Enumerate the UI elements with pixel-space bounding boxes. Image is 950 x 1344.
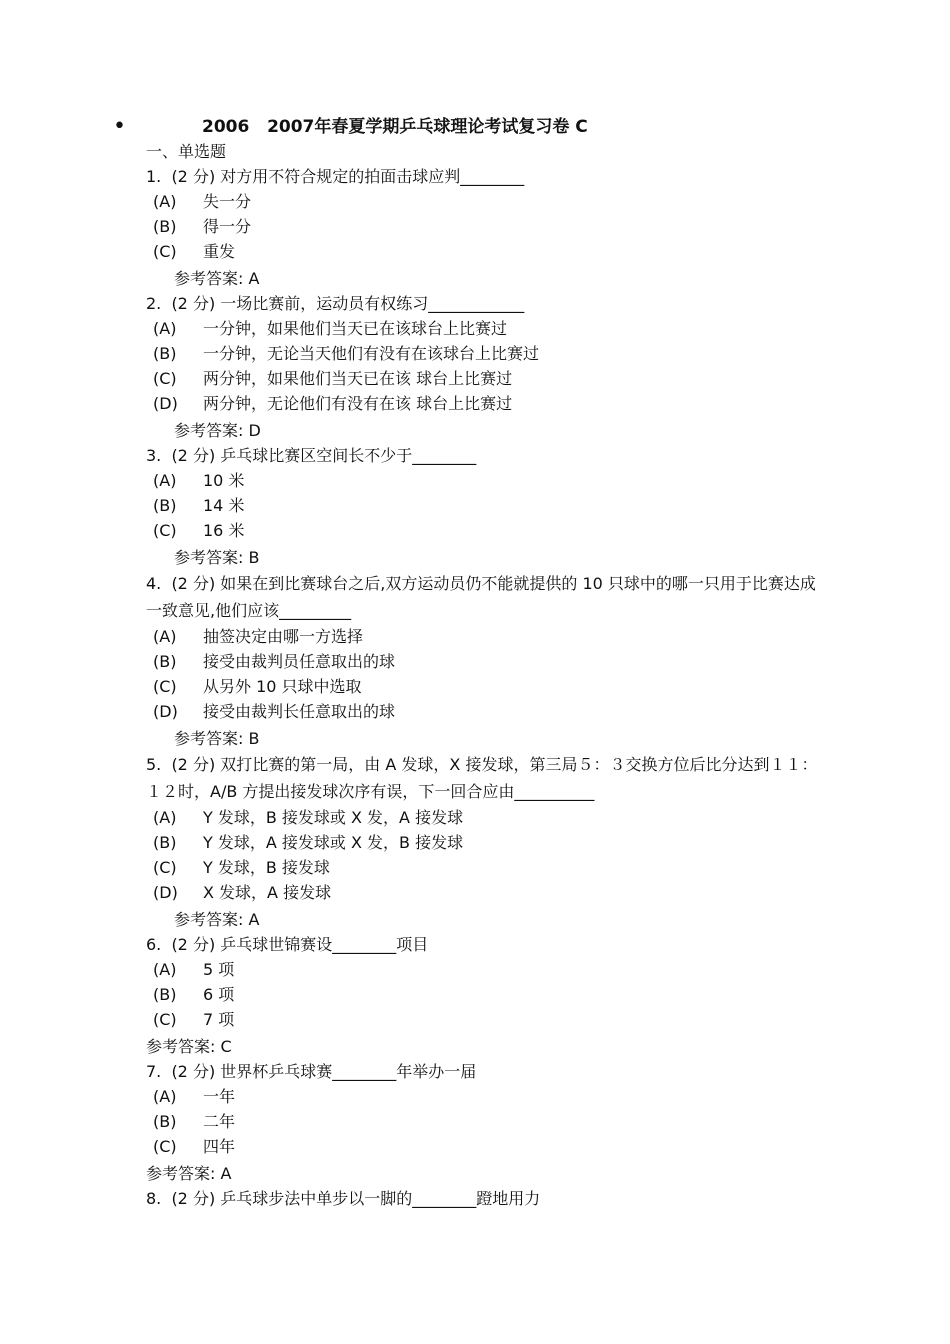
question-text: 5. (2 分) 双打比赛的第一局，由 A 发球，X 接发球，第三局５：３交换方位后比分达到１１：１２时，A/B 方提出接发球次序有误，下一回合应由__________: [146, 755, 818, 801]
option-text: 重发: [203, 242, 236, 261]
option-letter: (B): [153, 1112, 177, 1131]
document-title: 2006 2007年春夏学期乒乓球理论考试复习卷 C: [202, 117, 588, 137]
option-letter: (C): [153, 369, 177, 388]
option-letter: (C): [153, 1010, 177, 1029]
option-row: [146, 239, 826, 264]
option-text: 四年: [203, 1137, 236, 1156]
reference-answer: 参考答案: B: [174, 729, 260, 748]
option-letter: (B): [153, 652, 177, 671]
question-text: 1. (2 分) 对方用不符合规定的拍面击球应判________: [146, 167, 525, 186]
reference-answer: 参考答案: C: [146, 1037, 232, 1056]
option-text: 14 米: [203, 496, 245, 515]
question-text: 4. (2 分) 如果在到比赛球台之后,双方运动员仍不能就提供的 10 只球中的哪一只用于比赛达成一致意见,他们应该_________: [146, 574, 816, 620]
option-row: [146, 805, 826, 830]
option-text: 一年: [203, 1087, 236, 1106]
option-letter: (B): [153, 833, 177, 852]
option-letter: (B): [153, 985, 177, 1004]
question-block: [146, 291, 826, 443]
option-row: [146, 518, 826, 543]
option-letter: (A): [153, 960, 177, 979]
option-text: 接受由裁判员任意取出的球: [203, 652, 396, 671]
option-row: [146, 830, 826, 855]
reference-answer: 参考答案: A: [174, 269, 260, 288]
option-row: [146, 366, 826, 391]
option-letter: (A): [153, 319, 177, 338]
question-block: [146, 164, 826, 291]
question-text: 3. (2 分) 乒乓球比赛区空间长不少于________: [146, 446, 477, 465]
option-letter: (C): [153, 858, 177, 877]
option-text: 得一分: [203, 217, 252, 236]
option-text: 一分钟，如果他们当天已在该球台上比赛过: [203, 319, 508, 338]
option-row: [146, 674, 826, 699]
option-row: [146, 214, 826, 239]
option-row: [146, 493, 826, 518]
option-letter: (B): [153, 344, 177, 363]
question-block: [146, 1059, 826, 1186]
option-letter: (A): [153, 192, 177, 211]
question-block: [146, 443, 826, 570]
option-row: [146, 649, 826, 674]
option-letter: (A): [153, 808, 177, 827]
option-row: [146, 1134, 826, 1159]
question-block: [146, 1186, 826, 1211]
bullet-icon: •: [113, 114, 126, 139]
option-row: [146, 957, 826, 982]
option-letter: (C): [153, 242, 177, 261]
option-text: 接受由裁判长任意取出的球: [203, 702, 396, 721]
option-text: X 发球，A 接发球: [203, 883, 332, 902]
option-text: 7 项: [203, 1010, 235, 1029]
option-text: 两分钟，如果他们当天已在该 球台上比赛过: [203, 369, 513, 388]
option-row: [146, 341, 826, 366]
option-text: 二年: [203, 1112, 236, 1131]
option-letter: (A): [153, 1087, 177, 1106]
option-text: Y 发球，B 接发球: [203, 858, 330, 877]
question-block: [146, 570, 826, 751]
reference-answer: 参考答案: D: [174, 421, 261, 440]
option-text: 从另外 10 只球中选取: [203, 677, 362, 696]
option-text: 失一分: [203, 192, 252, 211]
question-list: [146, 139, 826, 1211]
question-block: [146, 751, 826, 932]
option-row: [146, 468, 826, 493]
option-row: [146, 699, 826, 724]
option-row: [146, 391, 826, 416]
option-row: [146, 624, 826, 649]
option-text: 两分钟，无论他们有没有在该 球台上比赛过: [203, 394, 513, 413]
option-text: 5 项: [203, 960, 235, 979]
option-text: 16 米: [203, 521, 245, 540]
question-block: [146, 932, 826, 1059]
questions-container: [146, 164, 826, 1211]
option-letter: (D): [153, 883, 178, 902]
option-row: [146, 316, 826, 341]
option-text: Y 发球，B 接发球或 X 发，A 接发球: [203, 808, 464, 827]
option-text: 抽签决定由哪一方选择: [203, 627, 364, 646]
question-text: 8. (2 分) 乒乓球步法中单步以一脚的________蹬地用力: [146, 1189, 541, 1208]
reference-answer: 参考答案: A: [174, 910, 260, 929]
question-text: 2. (2 分) 一场比赛前，运动员有权练习____________: [146, 294, 525, 313]
option-letter: (B): [153, 217, 177, 236]
option-row: [146, 855, 826, 880]
option-letter: (C): [153, 1137, 177, 1156]
option-text: 6 项: [203, 985, 235, 1004]
option-letter: (D): [153, 702, 178, 721]
option-text: 10 米: [203, 471, 245, 490]
option-row: [146, 1007, 826, 1032]
reference-answer: 参考答案: B: [174, 548, 260, 567]
question-text: 7. (2 分) 世界杯乒乓球赛________年举办一届: [146, 1062, 477, 1081]
question-text: 6. (2 分) 乒乓球世锦赛设________项目: [146, 935, 429, 954]
option-letter: (C): [153, 677, 177, 696]
option-text: 一分钟，无论当天他们有没有在该球台上比赛过: [203, 344, 540, 363]
option-letter: (C): [153, 521, 177, 540]
option-letter: (A): [153, 471, 177, 490]
option-letter: (B): [153, 496, 177, 515]
option-row: [146, 880, 826, 905]
option-text: Y 发球，A 接发球或 X 发，B 接发球: [203, 833, 464, 852]
option-row: [146, 189, 826, 214]
section-heading: 一、单选题: [146, 142, 227, 161]
reference-answer: 参考答案: A: [146, 1164, 232, 1183]
option-letter: (A): [153, 627, 177, 646]
option-row: [146, 1109, 826, 1134]
option-letter: (D): [153, 394, 178, 413]
option-row: [146, 982, 826, 1007]
option-row: [146, 1084, 826, 1109]
